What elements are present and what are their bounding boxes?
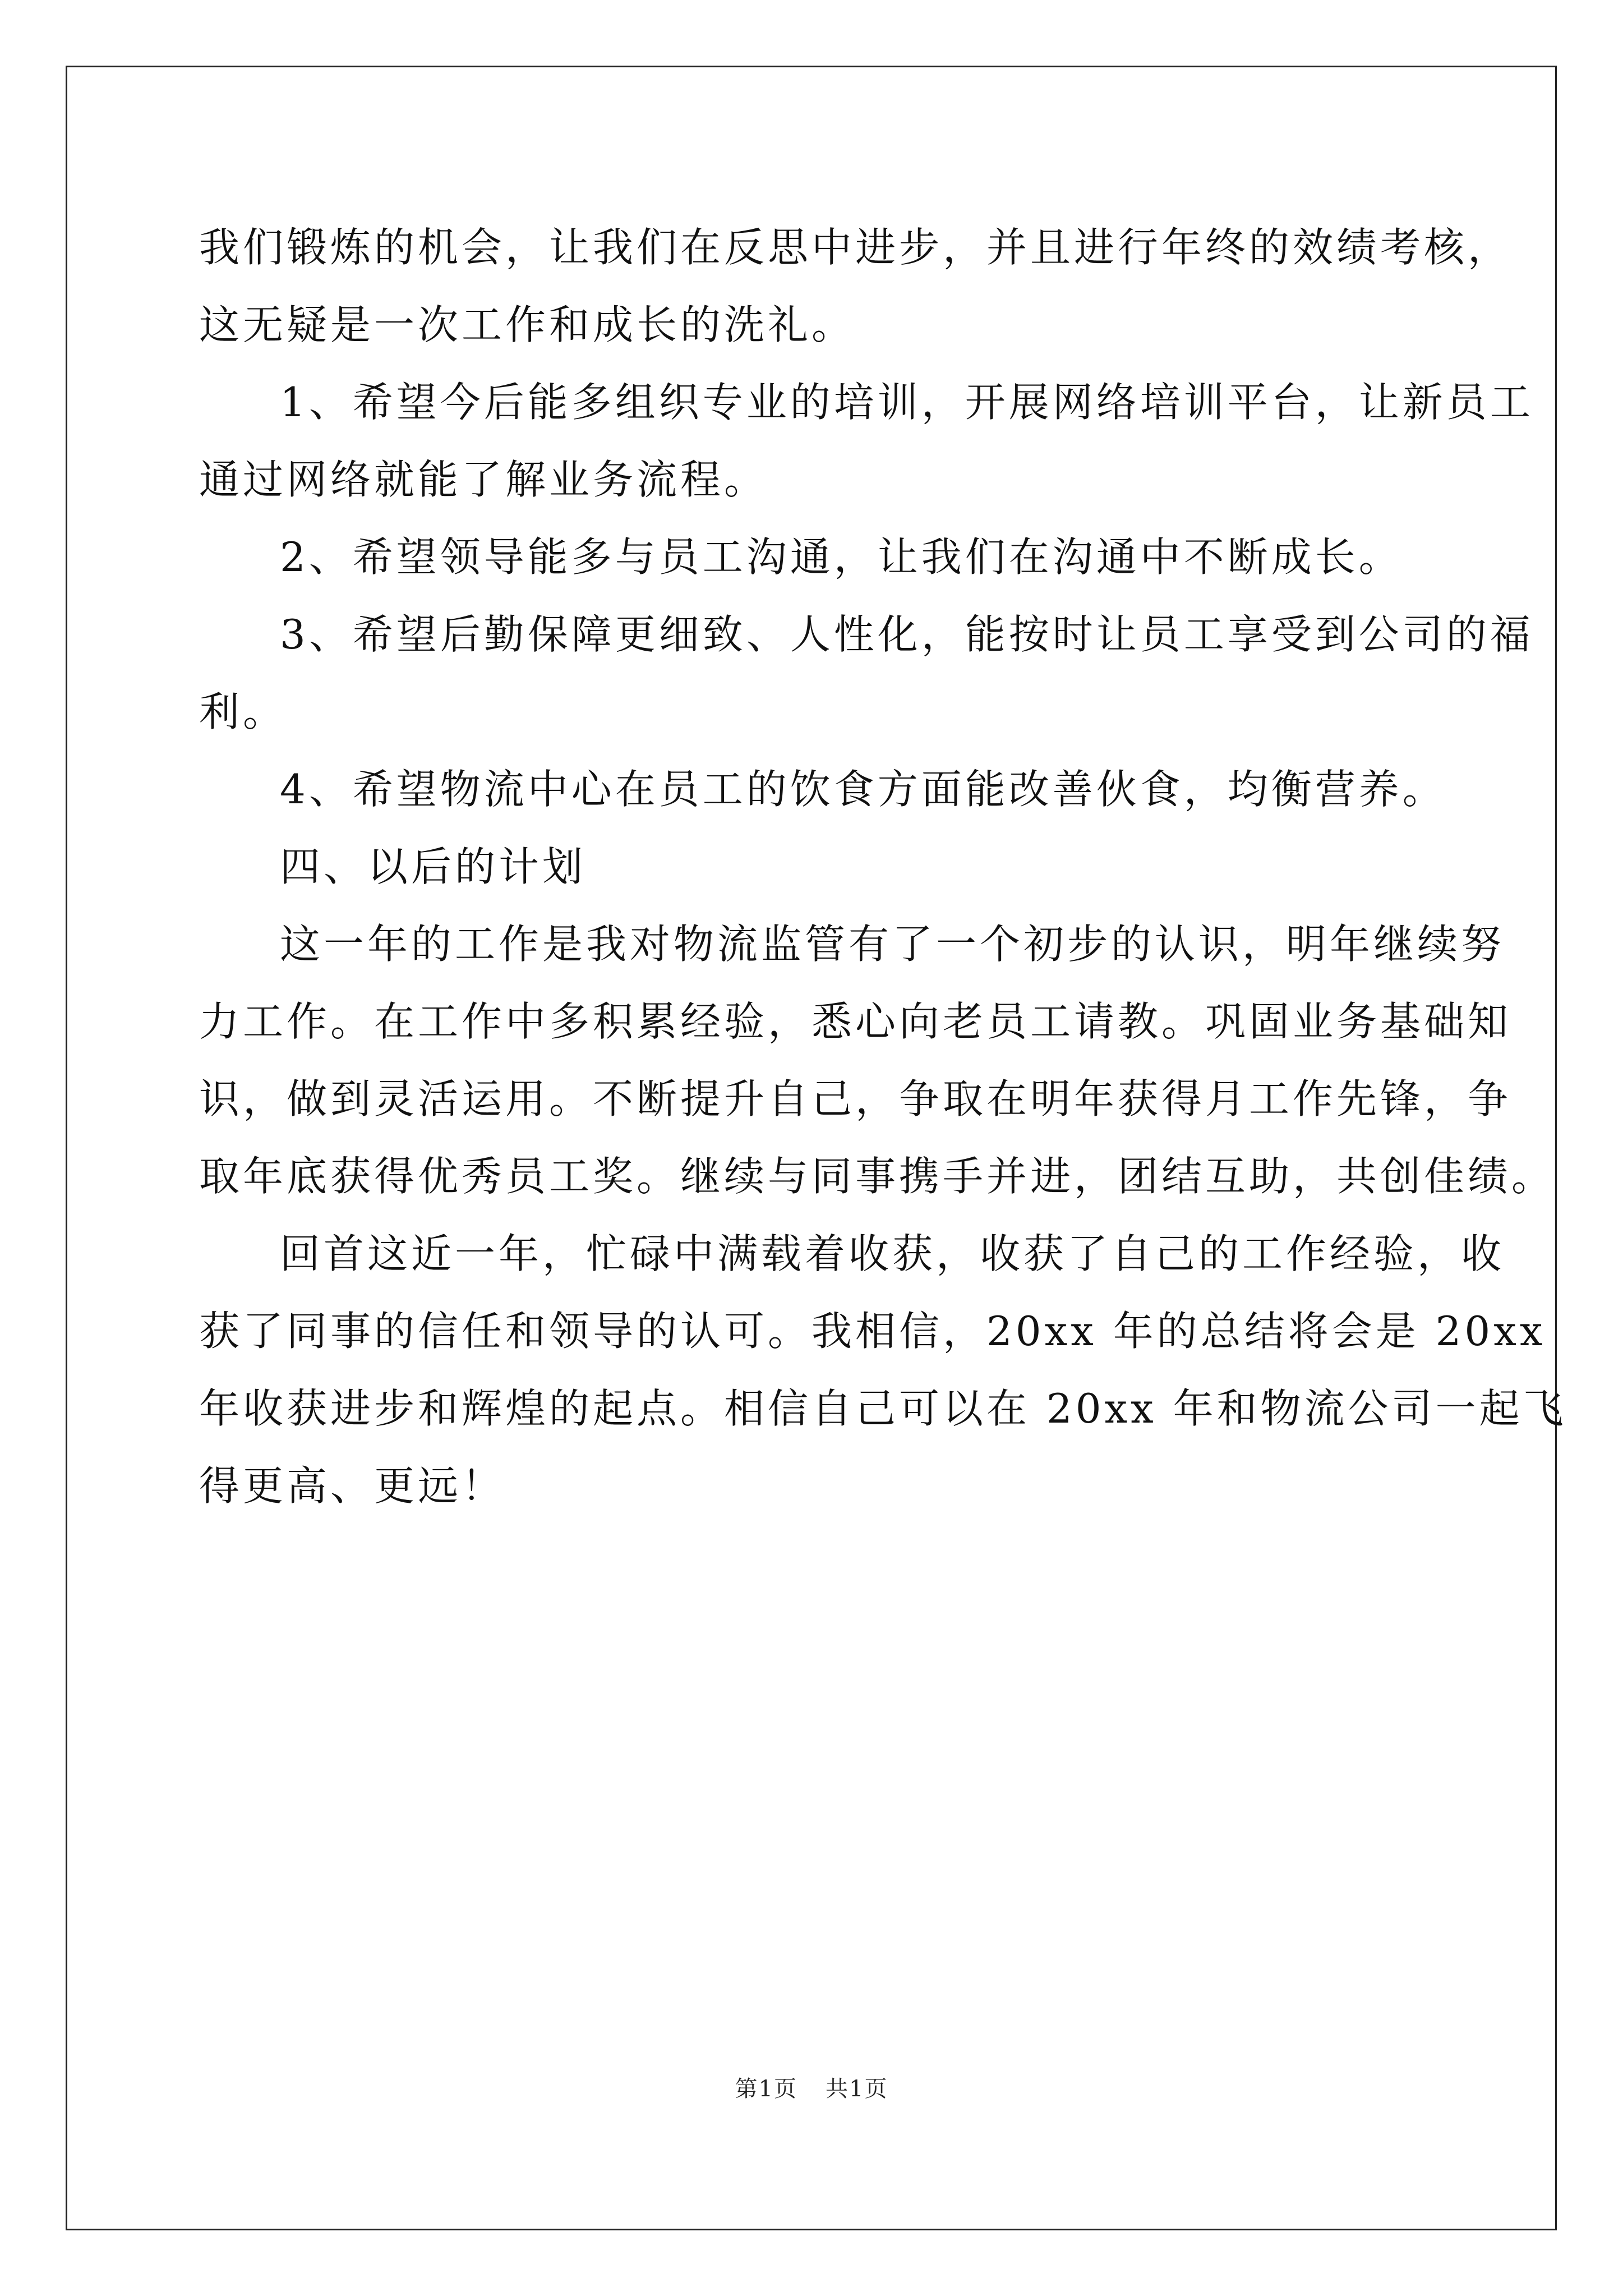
text-line: 年收获进步和辉煌的起点。相信自己可以在 20xx 年和物流公司一起飞 bbox=[199, 1385, 1567, 1432]
text-line: 2、希望领导能多与员工沟通，让我们在沟通中不断成长。 bbox=[280, 533, 1403, 581]
text-line: 回首这近一年，忙碌中满载着收获，收获了自己的工作经验，收 bbox=[280, 1230, 1505, 1277]
text-line: 获了同事的信任和领导的认可。我相信，20xx 年的总结将会是 20xx bbox=[199, 1308, 1546, 1355]
text-line: 利。 bbox=[199, 688, 287, 735]
text-line: 取年底获得优秀员工奖。继续与同事携手并进，团结互助，共创佳绩。 bbox=[199, 1153, 1556, 1200]
text-line: 通过网络就能了解业务流程。 bbox=[199, 456, 768, 503]
text-line: 1、希望今后能多组织专业的培训，开展网络培训平台，让新员工 bbox=[280, 379, 1534, 426]
document-body bbox=[199, 209, 1567, 1525]
text-line: 这一年的工作是我对物流监管有了一个初步的认识，明年继续努 bbox=[280, 921, 1505, 968]
text-line: 识，做到灵活运用。不断提升自己，争取在明年获得月工作先锋，争 bbox=[199, 1075, 1512, 1122]
total-pages: 共1页 bbox=[826, 2076, 888, 2102]
text-line: 3、希望后勤保障更细致、人性化，能按时让员工享受到公司的福 bbox=[280, 611, 1534, 658]
page-number: 第1页 bbox=[735, 2076, 797, 2102]
text-line: 4、希望物流中心在员工的饮食方面能改善伙食，均衡营养。 bbox=[280, 766, 1446, 813]
page-footer bbox=[0, 2071, 1623, 2103]
text-line: 这无疑是一次工作和成长的洗礼。 bbox=[199, 301, 856, 348]
text-line: 我们锻炼的机会，让我们在反思中进步，并且进行年终的效绩考核， bbox=[199, 224, 1512, 271]
section-heading: 四、以后的计划 bbox=[280, 843, 587, 890]
text-line: 力工作。在工作中多积累经验，悉心向老员工请教。巩固业务基础知 bbox=[199, 998, 1512, 1045]
text-line: 得更高、更远！ bbox=[199, 1462, 506, 1510]
